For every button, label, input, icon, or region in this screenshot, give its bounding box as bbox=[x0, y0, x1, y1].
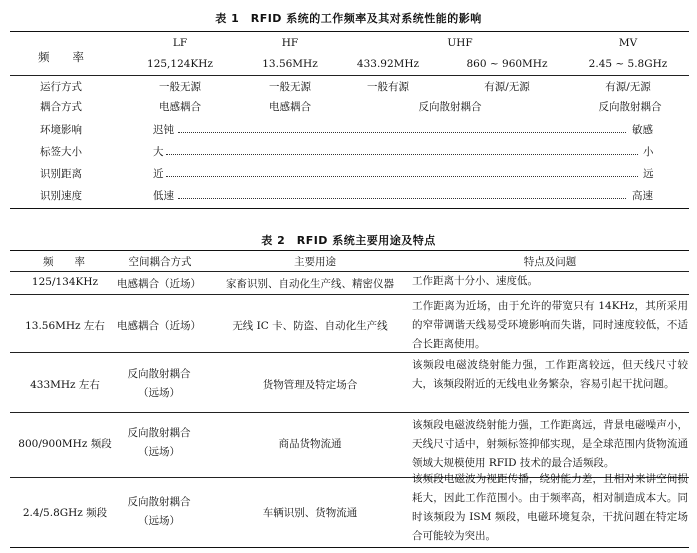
table2-bottom-rule bbox=[10, 547, 689, 548]
band-value-433: 433.92MHz bbox=[356, 58, 420, 70]
cell-op-433: 一般有源 bbox=[367, 81, 409, 93]
t2-row3-features: 该频段电磁波绕射能力强，工作距离较远，但天线尺寸较大，该频段附近的无线电业务繁杂，容易引起干扰问题。 bbox=[412, 359, 688, 390]
row-label-speed: 识别速度 bbox=[40, 190, 82, 202]
cell-op-860: 有源/无源 bbox=[484, 81, 530, 93]
band-name-lf: LF bbox=[172, 37, 188, 49]
t2-header-use: 主要用途 bbox=[294, 256, 336, 268]
dist-leader bbox=[166, 176, 638, 177]
t2-row3-freq: 433MHz 左右 bbox=[30, 379, 100, 391]
row-label-distance: 识别距离 bbox=[40, 168, 82, 180]
t2-row5-use: 车辆识别、货物流通 bbox=[262, 507, 358, 519]
t2-row3-use: 货物管理及特定场合 bbox=[262, 379, 358, 391]
t2-row5-freq: 2.4/5.8GHz 频段 bbox=[22, 507, 108, 519]
t2-row2-features: 工作距离为近场，由于允许的带宽只有 14KHz，其所采用的窄带调谐天线易受环境影响而失谐，同时速度较低，不适合长距离使用。 bbox=[412, 300, 688, 350]
speed-left: 低速 bbox=[153, 190, 174, 202]
t2-row1-coupling: 电感耦合（近场） bbox=[117, 278, 201, 290]
dist-right: 远 bbox=[643, 168, 654, 180]
env-left: 迟钝 bbox=[153, 124, 174, 136]
env-right: 敏感 bbox=[632, 124, 653, 136]
t2-row1-features: 工作距离十分小、速度低。 bbox=[412, 275, 538, 287]
table1-freq-label: 频 率 bbox=[38, 50, 84, 64]
band-name-uhf: UHF bbox=[447, 37, 473, 49]
band-value-860: 860 ~ 960MHz bbox=[466, 58, 548, 70]
t2-row3-coupling-2: （远场） bbox=[138, 387, 180, 399]
size-right: 小 bbox=[643, 146, 654, 158]
t2-row2-coupling: 电感耦合（近场） bbox=[117, 320, 201, 332]
cell-op-mv: 有源/无源 bbox=[605, 81, 651, 93]
t2-row1-rule bbox=[10, 294, 689, 295]
band-value-hf: 13.56MHz bbox=[262, 58, 318, 70]
dist-left: 近 bbox=[153, 168, 164, 180]
cell-cp-uhf: 反向散射耦合 bbox=[418, 101, 482, 113]
table1-top-rule bbox=[10, 31, 689, 32]
t2-row2-rule bbox=[10, 352, 689, 353]
band-name-hf: HF bbox=[281, 37, 299, 49]
env-leader bbox=[178, 132, 626, 133]
t2-row4-use: 商品货物流通 bbox=[278, 438, 342, 450]
table1-header-rule bbox=[10, 75, 689, 76]
cell-op-lf: 一般无源 bbox=[159, 81, 201, 93]
t2-row1-use: 家畜识别、自动化生产线、精密仪器 bbox=[226, 278, 394, 290]
t2-row4-features: 该频段电磁波绕射能力强，工作距离远，背景电磁噪声小，天线尺寸适中，射频标签抑郁实现，是全球范围内货物流通领域大规模使用 RFID 技术的最合适频段。 bbox=[412, 419, 688, 469]
band-value-mv: 2.45 ~ 5.8GHz bbox=[588, 58, 668, 70]
t2-row5-coupling-2: （远场） bbox=[138, 515, 180, 527]
t2-row5-coupling-1: 反向散射耦合 bbox=[127, 496, 191, 508]
table2-caption: 表 2 RFID 系统主要用途及特点 bbox=[261, 234, 436, 247]
size-leader bbox=[166, 154, 638, 155]
table2-top-rule bbox=[10, 250, 689, 251]
band-name-mv: MV bbox=[618, 37, 638, 49]
t2-header-features: 特点及问题 bbox=[523, 256, 577, 268]
cell-cp-hf: 电感耦合 bbox=[269, 101, 311, 113]
t2-header-coupling: 空间耦合方式 bbox=[128, 256, 192, 268]
cell-cp-lf: 电感耦合 bbox=[159, 101, 201, 113]
t2-row4-coupling-2: （远场） bbox=[138, 446, 180, 458]
table1-caption: 表 1 RFID 系统的工作频率及其对系统性能的影响 bbox=[215, 12, 482, 25]
t2-row2-freq: 13.56MHz 左右 bbox=[25, 320, 105, 332]
cell-cp-mv: 反向散射耦合 bbox=[598, 101, 662, 113]
t2-row5-features: 该频段电磁波为视距传播，绕射能力差，且相对来讲空间损耗大，因此工作范围小。由于频率高，相对制造成本大。同时该频段为 ISM 频段，电磁环境复杂，干扰问题在特定场合可能较为突出。 bbox=[412, 473, 688, 542]
size-left: 大 bbox=[153, 146, 164, 158]
t2-row4-freq: 800/900MHz 频段 bbox=[18, 438, 112, 450]
row-label-tag-size: 标签大小 bbox=[40, 146, 82, 158]
row-label-environment: 环境影响 bbox=[40, 124, 82, 136]
band-value-lf: 125,124KHz bbox=[147, 58, 213, 70]
speed-leader bbox=[178, 198, 626, 199]
t2-row1-freq: 125/134KHz bbox=[31, 276, 99, 288]
t2-row3-coupling-1: 反向散射耦合 bbox=[127, 368, 191, 380]
t2-row2-use: 无线 IC 卡、防盗、自动化生产线 bbox=[232, 320, 388, 332]
t2-row4-coupling-1: 反向散射耦合 bbox=[127, 427, 191, 439]
row-label-coupling: 耦合方式 bbox=[40, 101, 82, 113]
t2-row3-rule bbox=[10, 412, 689, 413]
t2-header-freq: 频 率 bbox=[43, 256, 85, 268]
speed-right: 高速 bbox=[632, 190, 653, 202]
cell-op-hf: 一般无源 bbox=[269, 81, 311, 93]
table1-bottom-rule bbox=[10, 208, 689, 209]
row-label-operation: 运行方式 bbox=[40, 81, 82, 93]
